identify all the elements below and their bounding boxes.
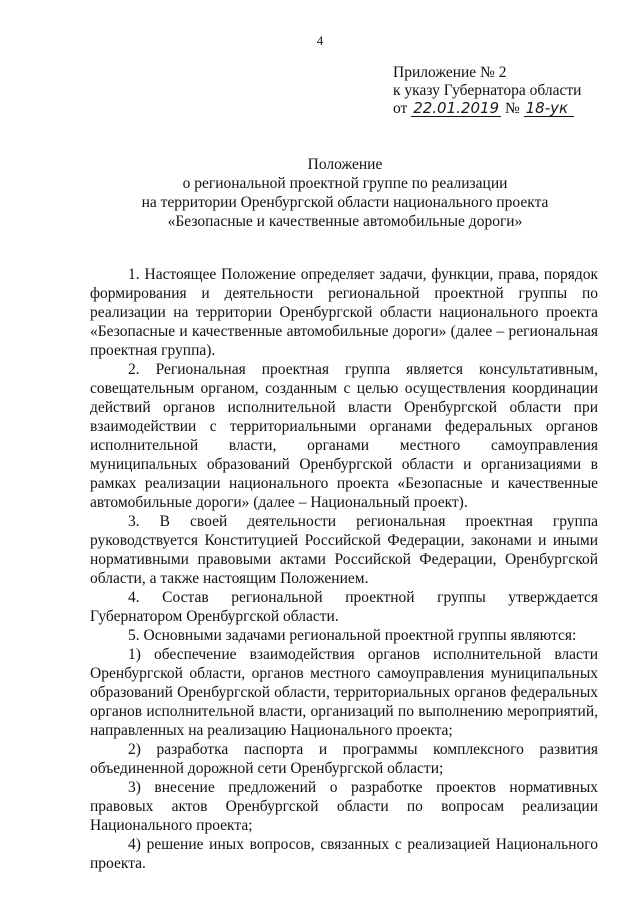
document-title [60, 155, 630, 231]
handwritten-date: 22.01.2019 [413, 99, 500, 117]
from-label: от [393, 100, 408, 117]
title-line-2: о региональной проектной группе по реализации [182, 175, 508, 192]
task-item-1: 1) обеспечение взаимодействия органов исполнительной власти Оренбургской области, органов местного самоуправления муниципальных образований Оренбургской области, территориальных органов федеральных органов исполнительной власти, организаций по выполнению мероприятий, направленных на реализацию Национального проекта; [90, 646, 598, 739]
paragraph-2: 2. Региональная проектная группа является консультативным, совещательным органом, созданным с целью осуществления координации действий органов исполнительной власти Оренбургской области при взаимодействии с территориальными органами федеральных органов исполнительной власти, органами местного самоуправления муниципальных образований Оренбургской области и организациями в рамках реализации национального проекта «Безопасные и качественные автомобильные дороги» (далее – Национальный проект). [90, 361, 598, 511]
paragraph-1: 1. Настоящее Положение определяет задачи, функции, права, порядок формирования и деятельности региональной проектной группы по реализации на территории Оренбургской области национального проекта «Безопасные и качественные автомобильные дороги» (далее – региональная проектная группа). [90, 266, 598, 359]
appendix-header [393, 64, 581, 118]
task-item-3: 3) внесение предложений о разработке проектов нормативных правовых актов Оренбургской области по вопросам реализации Национального проекта; [90, 779, 598, 834]
title-line-1: Положение [307, 156, 383, 173]
document-body [90, 265, 598, 873]
task-item-2: 2) разработка паспорта и программы комплексного развития объединенной дорожной сети Оренбургской области; [90, 741, 598, 777]
title-line-4: «Безопасные и качественные автомобильные дороги» [167, 213, 523, 230]
number-label: № [504, 100, 520, 117]
appendix-decree: к указу Губернатора области [393, 82, 582, 99]
title-line-3: на территории Оренбургской области национального проекта [141, 194, 549, 211]
appendix-title: Приложение № 2 [393, 64, 507, 81]
page-number: 4 [316, 33, 324, 48]
handwritten-number: 18-ук [524, 101, 574, 117]
paragraph-3: 3. В своей деятельности региональная проектная группа руководствуется Конституцией Российской Федерации, законами и иными нормативными правовыми актами Российской Федерации, Оренбургской области, а также настоящим Положением. [90, 513, 598, 587]
task-item-4: 4) решение иных вопросов, связанных с реализацией Национального проекта. [90, 836, 598, 872]
paragraph-5: 5. Основными задачами региональной проектной группы являются: [128, 627, 577, 644]
paragraph-4: 4. Состав региональной проектной группы утверждается Губернатором Оренбургской области. [90, 589, 598, 625]
appendix-date-number [393, 100, 581, 118]
